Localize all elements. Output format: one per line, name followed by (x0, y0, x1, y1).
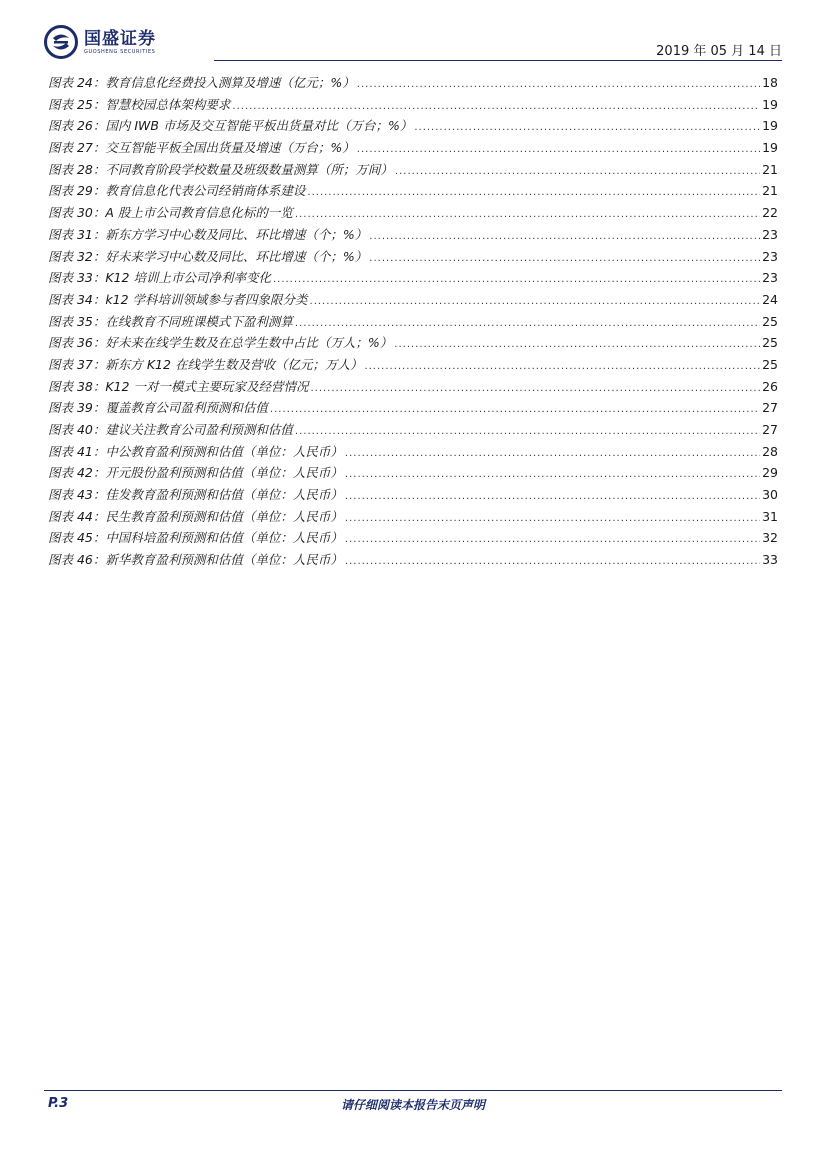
toc-dot-leader (394, 339, 760, 350)
toc-dot-leader (357, 79, 760, 90)
toc-entry[interactable] (48, 377, 778, 399)
toc-dot-leader (345, 469, 760, 480)
toc-entry-title: 开元股份盈利预测和估值（单位：人民币） (105, 465, 343, 481)
toc-entry-page: 25 (762, 356, 778, 372)
toc-entry-label: 图表 25： (48, 96, 106, 112)
toc-dot-leader (364, 361, 760, 372)
toc-entry[interactable] (48, 333, 778, 355)
toc-entry-page: 26 (762, 378, 778, 394)
logo-english-name: GUOSHENG SECURITIES (84, 48, 156, 55)
table-of-figures (48, 73, 778, 572)
toc-entry[interactable] (48, 181, 778, 203)
toc-dot-leader (295, 209, 760, 220)
toc-entry-label: 图表 31： (48, 226, 106, 242)
toc-entry[interactable] (48, 507, 778, 529)
toc-entry-title: 不同教育阶段学校数量及班级数量测算（所；万间） (105, 161, 393, 177)
toc-entry-label: 图表 44： (48, 508, 106, 524)
toc-dot-leader (369, 253, 760, 264)
toc-entry[interactable] (48, 442, 778, 464)
toc-entry[interactable] (48, 73, 778, 95)
toc-entry-title: 民生教育盈利预测和估值（单位：人民币） (105, 508, 343, 524)
company-logo (44, 24, 156, 60)
toc-entry-page: 19 (762, 118, 778, 134)
toc-entry-page: 23 (762, 226, 778, 242)
logo-chinese-name: 国盛证券 (84, 28, 156, 49)
toc-entry-title: K12 一对一模式主要玩家及经营情况 (105, 378, 309, 394)
toc-entry-title: 新东方 K12 在线学生数及营收（亿元；万人） (105, 356, 363, 372)
toc-entry-label: 图表 41： (48, 443, 106, 459)
toc-entry-label: 图表 29： (48, 183, 106, 199)
toc-dot-leader (345, 556, 760, 567)
toc-entry-label: 图表 28： (48, 161, 106, 177)
toc-entry-title: 智慧校园总体架构要求 (105, 96, 231, 112)
toc-entry-page: 28 (762, 443, 778, 459)
toc-entry-title: 中公教育盈利预测和估值（单位：人民币） (105, 443, 343, 459)
toc-entry[interactable] (48, 247, 778, 269)
toc-dot-leader (295, 426, 760, 437)
report-date: 2019 年 05 月 14 日 (656, 44, 782, 59)
toc-entry-page: 23 (762, 270, 778, 286)
toc-dot-leader (307, 187, 760, 198)
page-number: P.3 (48, 1096, 69, 1111)
toc-entry-title: K12 培训上市公司净利率变化 (105, 270, 271, 286)
toc-dot-leader (345, 513, 760, 524)
toc-entry-page: 24 (762, 291, 778, 307)
toc-dot-leader (310, 296, 761, 307)
toc-entry-label: 图表 26： (48, 118, 106, 134)
toc-entry[interactable] (48, 398, 778, 420)
toc-entry-label: 图表 45： (48, 530, 106, 546)
toc-entry-title: 好未来学习中心数及同比、环比增速（个；%） (105, 248, 368, 264)
toc-entry-label: 图表 34： (48, 291, 106, 307)
toc-entry-page: 25 (762, 335, 778, 351)
toc-entry[interactable] (48, 420, 778, 442)
toc-entry-label: 图表 35： (48, 313, 106, 329)
toc-entry[interactable] (48, 225, 778, 247)
toc-entry-page: 27 (762, 422, 778, 437)
toc-entry-page: 22 (762, 205, 778, 221)
toc-entry[interactable] (48, 312, 778, 334)
footer-divider (44, 1090, 782, 1091)
toc-entry[interactable] (48, 203, 778, 225)
toc-entry-title: 覆盖教育公司盈利预测和估值 (105, 400, 268, 416)
toc-dot-leader (369, 231, 760, 242)
toc-dot-leader (310, 383, 760, 394)
toc-entry-title: k12 学科培训领域参与者四象限分类 (105, 291, 308, 307)
toc-entry-page: 23 (762, 248, 778, 264)
toc-entry-page: 21 (762, 183, 778, 199)
toc-entry[interactable] (48, 463, 778, 485)
toc-entry-label: 图表 24： (48, 75, 106, 90)
toc-entry-page: 18 (762, 75, 778, 90)
toc-entry-label: 图表 46： (48, 552, 106, 568)
toc-entry-title: 在线教育不同班课模式下盈利测算 (105, 313, 293, 329)
toc-entry-page: 19 (762, 96, 778, 112)
toc-dot-leader (345, 534, 760, 545)
page-header (44, 22, 782, 62)
toc-dot-leader (357, 144, 760, 155)
toc-entry-title: 好未来在线学生数及在总学生数中占比（万人；%） (105, 335, 393, 351)
toc-entry-label: 图表 33： (48, 270, 106, 286)
toc-entry-label: 图表 43： (48, 487, 106, 503)
toc-entry[interactable] (48, 485, 778, 507)
toc-entry-page: 32 (762, 530, 778, 546)
toc-entry-title: 国内 IWB 市场及交互智能平板出货量对比（万台；%） (105, 118, 413, 134)
toc-entry-title: 教育信息化经费投入测算及增速（亿元；%） (105, 75, 355, 90)
toc-dot-leader (270, 404, 760, 415)
toc-dot-leader (345, 448, 760, 459)
toc-entry-label: 图表 30： (48, 205, 106, 221)
toc-entry-title: 建议关注教育公司盈利预测和估值 (105, 422, 293, 437)
toc-entry-title: 佳发教育盈利预测和估值（单位：人民币） (105, 487, 343, 503)
disclaimer-note: 请仔细阅读本报告末页声明 (340, 1098, 485, 1112)
header-divider (214, 60, 782, 61)
toc-entry-title: 中国科培盈利预测和估值（单位：人民币） (105, 530, 343, 546)
toc-dot-leader (273, 274, 760, 285)
toc-entry-page: 25 (762, 313, 778, 329)
logo-icon (44, 25, 78, 59)
toc-entry-label: 图表 37： (48, 356, 106, 372)
toc-entry-title: 教育信息化代表公司经销商体系建设 (105, 183, 306, 199)
toc-entry-label: 图表 42： (48, 465, 106, 481)
toc-entry-title: 新东方学习中心数及同比、环比增速（个；%） (105, 226, 368, 242)
toc-entry[interactable] (48, 268, 778, 290)
toc-entry-page: 29 (762, 465, 778, 481)
toc-entry[interactable] (48, 550, 778, 572)
toc-dot-leader (395, 166, 760, 177)
toc-entry-page: 31 (762, 508, 778, 524)
toc-entry-label: 图表 39： (48, 400, 106, 416)
toc-entry-title: A 股上市公司教育信息化标的一览 (105, 205, 293, 221)
toc-dot-leader (295, 318, 760, 329)
toc-entry-label: 图表 32： (48, 248, 106, 264)
toc-entry[interactable] (48, 95, 778, 117)
toc-entry-title: 交互智能平板全国出货量及增速（万台；%） (105, 140, 355, 156)
toc-entry-page: 19 (762, 140, 778, 156)
toc-entry-label: 图表 27： (48, 140, 106, 156)
toc-entry-label: 图表 40： (48, 422, 106, 437)
toc-entry-page: 27 (762, 400, 778, 416)
toc-entry[interactable] (48, 528, 778, 550)
toc-dot-leader (345, 491, 760, 502)
toc-entry-page: 33 (762, 552, 778, 568)
toc-entry[interactable] (48, 290, 778, 312)
toc-entry[interactable] (48, 160, 778, 182)
toc-entry[interactable] (48, 355, 778, 377)
toc-dot-leader (232, 101, 760, 112)
toc-entry-page: 30 (762, 487, 778, 503)
toc-entry-label: 图表 36： (48, 335, 106, 351)
toc-entry-label: 图表 38： (48, 378, 106, 394)
toc-dot-leader (414, 122, 760, 133)
toc-entry-page: 21 (762, 161, 778, 177)
toc-entry[interactable] (48, 116, 778, 138)
toc-entry[interactable] (48, 138, 778, 160)
toc-entry-title: 新华教育盈利预测和估值（单位：人民币） (105, 552, 343, 568)
